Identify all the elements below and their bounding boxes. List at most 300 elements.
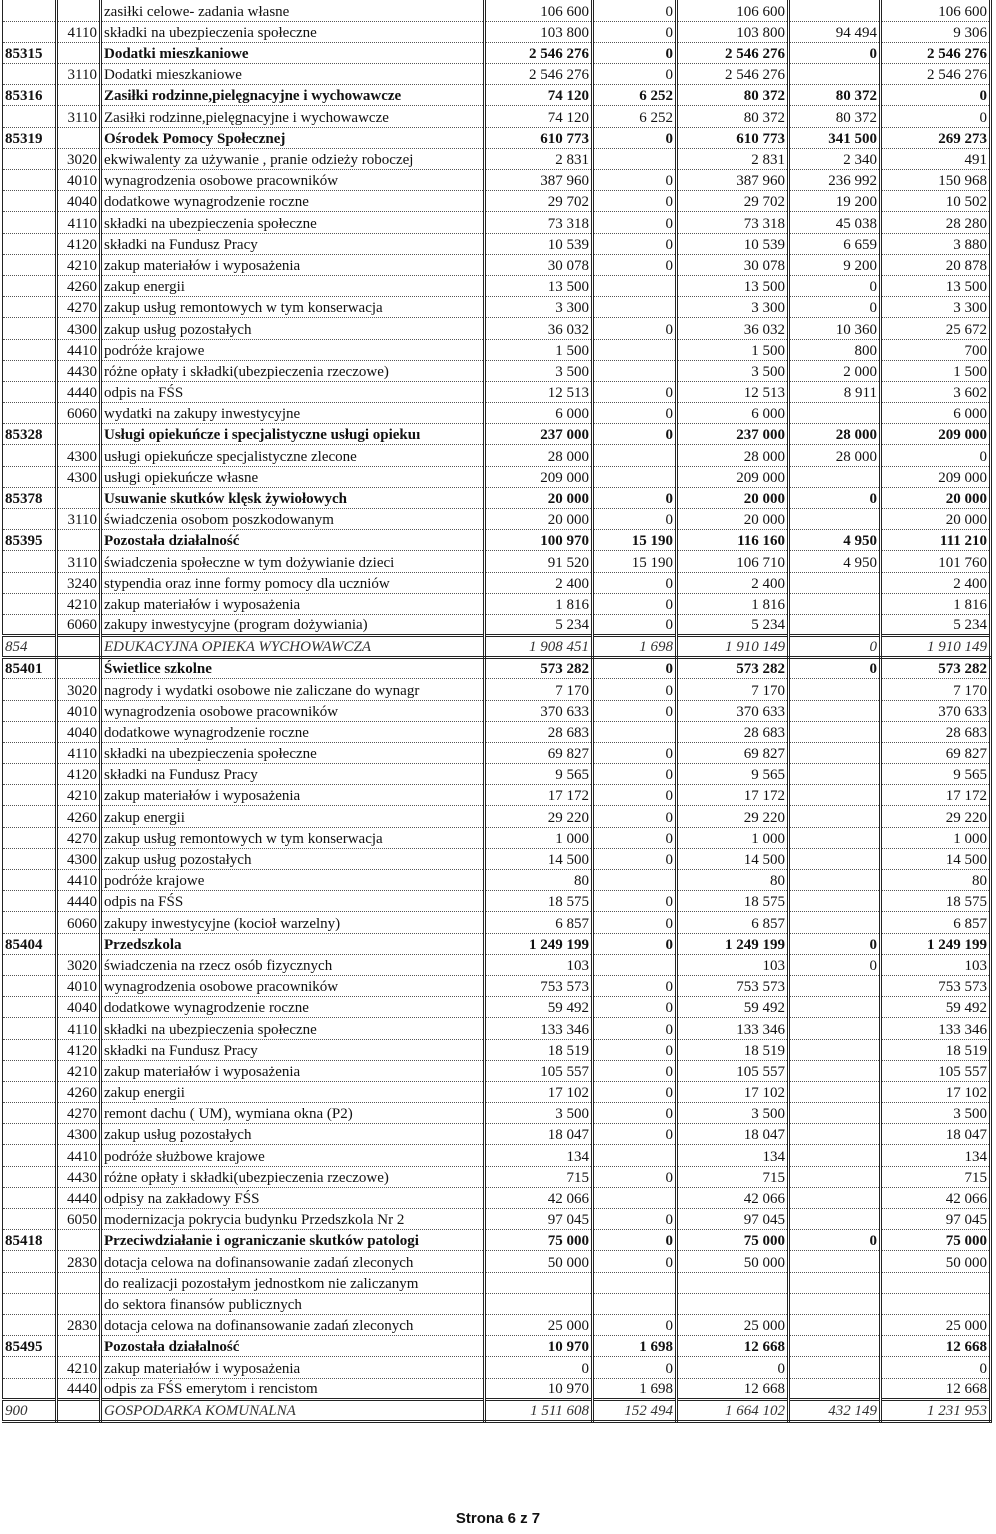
section-code-cell [3, 1103, 57, 1124]
after-change-value-cell: 69 827 [677, 742, 789, 763]
plan-value-cell: 59 492 [485, 997, 593, 1018]
item-name-cell: Pozostała działalność [101, 530, 485, 551]
remaining-value-cell: 12 668 [881, 1336, 991, 1357]
remaining-value-cell: 0 [881, 1357, 991, 1378]
item-name-cell: składki na ubezpieczenia społeczne [101, 742, 485, 763]
paragraph-code-cell: 6050 [57, 1209, 101, 1230]
plan-value-cell: 2 831 [485, 148, 593, 169]
change-value-cell: 0 [593, 21, 677, 42]
table-row [3, 572, 991, 593]
section-code-cell [3, 1145, 57, 1166]
section-code-cell [3, 1251, 57, 1272]
of-which-value-cell: 0 [789, 636, 881, 658]
item-name-cell: ekwiwalenty za używanie , pranie odzieży roboczej [101, 148, 485, 169]
paragraph-code-cell [57, 1293, 101, 1314]
section-code-cell [3, 1272, 57, 1293]
section-code-cell [3, 1039, 57, 1060]
after-change-value-cell: 30 078 [677, 254, 789, 275]
plan-value-cell: 20 000 [485, 487, 593, 508]
after-change-value-cell: 10 539 [677, 233, 789, 254]
paragraph-code-cell: 4110 [57, 742, 101, 763]
remaining-value-cell: 80 [881, 870, 991, 891]
after-change-value-cell: 103 800 [677, 21, 789, 42]
of-which-value-cell [789, 466, 881, 487]
plan-value-cell: 2 400 [485, 572, 593, 593]
section-code-cell [3, 954, 57, 975]
table-row [3, 1293, 991, 1314]
section-code-cell [3, 827, 57, 848]
of-which-value-cell: 2 000 [789, 360, 881, 381]
remaining-value-cell: 106 600 [881, 0, 991, 21]
item-name-cell: świadczenia społeczne w tym dożywianie dzieci [101, 551, 485, 572]
remaining-value-cell: 2 546 276 [881, 42, 991, 63]
paragraph-code-cell: 4210 [57, 1060, 101, 1081]
table-row [3, 0, 991, 21]
table-row [3, 445, 991, 466]
after-change-value-cell: 29 702 [677, 191, 789, 212]
of-which-value-cell [789, 403, 881, 424]
item-name-cell: wynagrodzenia osobowe pracowników [101, 170, 485, 191]
item-name-cell: EDUKACYJNA OPIEKA WYCHOWAWCZA [101, 636, 485, 658]
plan-value-cell: 1 511 608 [485, 1399, 593, 1421]
remaining-value-cell: 20 878 [881, 254, 991, 275]
change-value-cell: 0 [593, 1018, 677, 1039]
section-code-cell [3, 1209, 57, 1230]
item-name-cell: odpis za FŚS emerytom i rencistom [101, 1378, 485, 1399]
after-change-value-cell: 105 557 [677, 1060, 789, 1081]
paragraph-code-cell: 4430 [57, 1166, 101, 1187]
paragraph-code-cell: 2830 [57, 1314, 101, 1335]
of-which-value-cell: 0 [789, 275, 881, 296]
paragraph-code-cell [57, 0, 101, 21]
table-row [3, 1039, 991, 1060]
of-which-value-cell: 2 340 [789, 148, 881, 169]
after-change-value-cell: 73 318 [677, 212, 789, 233]
change-value-cell: 1 698 [593, 1378, 677, 1399]
item-name-cell: do sektora finansów publicznych [101, 1293, 485, 1314]
change-value-cell: 1 698 [593, 1336, 677, 1357]
item-name-cell: różne opłaty i składki(ubezpieczenia rzeczowe) [101, 360, 485, 381]
section-code-cell [3, 1357, 57, 1378]
section-code-cell [3, 1187, 57, 1208]
table-row [3, 1187, 991, 1208]
paragraph-code-cell: 6060 [57, 614, 101, 635]
of-which-value-cell [789, 1145, 881, 1166]
of-which-value-cell [789, 1039, 881, 1060]
change-value-cell: 0 [593, 997, 677, 1018]
item-name-cell: usługi opiekuńcze własne [101, 466, 485, 487]
plan-value-cell: 74 120 [485, 85, 593, 106]
item-name-cell: składki na ubezpieczenia społeczne [101, 1018, 485, 1039]
table-row [3, 1103, 991, 1124]
change-value-cell: 0 [593, 254, 677, 275]
remaining-value-cell: 134 [881, 1145, 991, 1166]
table-row [3, 233, 991, 254]
remaining-value-cell [881, 1272, 991, 1293]
paragraph-code-cell: 4210 [57, 1357, 101, 1378]
of-which-value-cell: 341 500 [789, 127, 881, 148]
plan-value-cell: 6 000 [485, 403, 593, 424]
after-change-value-cell: 3 500 [677, 360, 789, 381]
section-code-cell: 85315 [3, 42, 57, 63]
plan-value-cell: 69 827 [485, 742, 593, 763]
of-which-value-cell [789, 700, 881, 721]
table-row [3, 721, 991, 742]
section-code-cell: 85495 [3, 1336, 57, 1357]
remaining-value-cell: 1 231 953 [881, 1399, 991, 1421]
plan-value-cell: 20 000 [485, 509, 593, 530]
page-number: Strona 6 z 7 [455, 1510, 541, 1527]
remaining-value-cell: 7 170 [881, 679, 991, 700]
change-value-cell: 0 [593, 1039, 677, 1060]
of-which-value-cell [789, 1209, 881, 1230]
after-change-value-cell: 387 960 [677, 170, 789, 191]
item-name-cell: dotacja celowa na dofinansowanie zadań zleconych [101, 1251, 485, 1272]
remaining-value-cell: 18 047 [881, 1124, 991, 1145]
remaining-value-cell: 25 000 [881, 1314, 991, 1335]
after-change-value-cell: 3 300 [677, 297, 789, 318]
of-which-value-cell [789, 1272, 881, 1293]
of-which-value-cell [789, 975, 881, 996]
remaining-value-cell: 12 668 [881, 1378, 991, 1399]
of-which-value-cell [789, 614, 881, 635]
change-value-cell [593, 297, 677, 318]
department-row [3, 1399, 991, 1421]
remaining-value-cell: 103 [881, 954, 991, 975]
after-change-value-cell: 715 [677, 1166, 789, 1187]
of-which-value-cell [789, 1060, 881, 1081]
after-change-value-cell: 20 000 [677, 487, 789, 508]
item-name-cell: zakupy inwestycyjne (program dożywiania) [101, 614, 485, 635]
table-row [3, 551, 991, 572]
section-code-cell [3, 614, 57, 635]
change-value-cell: 0 [593, 318, 677, 339]
section-code-cell [3, 297, 57, 318]
paragraph-code-cell: 4440 [57, 381, 101, 402]
plan-value-cell: 42 066 [485, 1187, 593, 1208]
of-which-value-cell [789, 997, 881, 1018]
change-value-cell: 0 [593, 933, 677, 954]
paragraph-code-cell: 4010 [57, 170, 101, 191]
paragraph-code-cell: 4410 [57, 1145, 101, 1166]
remaining-value-cell: 1 816 [881, 593, 991, 614]
remaining-value-cell: 14 500 [881, 848, 991, 869]
section-code-cell [3, 1314, 57, 1335]
of-which-value-cell [789, 806, 881, 827]
chapter-row [3, 933, 991, 954]
plan-value-cell: 6 857 [485, 912, 593, 933]
table-row [3, 170, 991, 191]
chapter-row [3, 530, 991, 551]
change-value-cell: 0 [593, 1124, 677, 1145]
of-which-value-cell [789, 593, 881, 614]
change-value-cell: 0 [593, 848, 677, 869]
table-row [3, 1145, 991, 1166]
after-change-value-cell: 50 000 [677, 1251, 789, 1272]
after-change-value-cell [677, 1272, 789, 1293]
change-value-cell: 152 494 [593, 1399, 677, 1421]
remaining-value-cell: 0 [881, 85, 991, 106]
item-name-cell: odpis na FŚS [101, 891, 485, 912]
item-name-cell: zakup energii [101, 1081, 485, 1102]
table-row [3, 318, 991, 339]
remaining-value-cell: 209 000 [881, 466, 991, 487]
item-name-cell: zakup usług remontowych w tym konserwacja [101, 827, 485, 848]
table-row [3, 1251, 991, 1272]
after-change-value-cell: 75 000 [677, 1230, 789, 1251]
plan-value-cell: 133 346 [485, 1018, 593, 1039]
paragraph-code-cell: 4120 [57, 233, 101, 254]
paragraph-code-cell: 4040 [57, 997, 101, 1018]
item-name-cell: zakup usług pozostałych [101, 1124, 485, 1145]
paragraph-code-cell: 4040 [57, 721, 101, 742]
item-name-cell: zakup materiałów i wyposażenia [101, 785, 485, 806]
of-which-value-cell [789, 721, 881, 742]
paragraph-code-cell: 6060 [57, 403, 101, 424]
remaining-value-cell: 0 [881, 445, 991, 466]
section-code-cell [3, 785, 57, 806]
remaining-value-cell: 491 [881, 148, 991, 169]
of-which-value-cell [789, 891, 881, 912]
item-name-cell: zakup usług pozostałych [101, 848, 485, 869]
section-code-cell [3, 509, 57, 530]
paragraph-code-cell: 4210 [57, 785, 101, 806]
table-row [3, 466, 991, 487]
plan-value-cell: 50 000 [485, 1251, 593, 1272]
remaining-value-cell: 3 300 [881, 297, 991, 318]
chapter-row [3, 85, 991, 106]
after-change-value-cell: 1 910 149 [677, 636, 789, 658]
section-code-cell [3, 339, 57, 360]
paragraph-code-cell: 4110 [57, 212, 101, 233]
table-row [3, 21, 991, 42]
after-change-value-cell: 17 102 [677, 1081, 789, 1102]
change-value-cell: 0 [593, 424, 677, 445]
remaining-value-cell: 753 573 [881, 975, 991, 996]
change-value-cell [593, 721, 677, 742]
remaining-value-cell: 28 280 [881, 212, 991, 233]
after-change-value-cell: 28 000 [677, 445, 789, 466]
change-value-cell [593, 870, 677, 891]
of-which-value-cell [789, 1378, 881, 1399]
paragraph-code-cell: 3020 [57, 954, 101, 975]
remaining-value-cell: 6 857 [881, 912, 991, 933]
plan-value-cell: 18 047 [485, 1124, 593, 1145]
item-name-cell: Usługi opiekuńcze i specjalistyczne usługi opiekuı [101, 424, 485, 445]
after-change-value-cell: 80 372 [677, 85, 789, 106]
paragraph-code-cell [57, 424, 101, 445]
table-row [3, 870, 991, 891]
change-value-cell: 0 [593, 170, 677, 191]
plan-value-cell: 9 565 [485, 764, 593, 785]
plan-value-cell: 106 600 [485, 0, 593, 21]
section-code-cell [3, 233, 57, 254]
section-code-cell: 85319 [3, 127, 57, 148]
section-code-cell [3, 912, 57, 933]
paragraph-code-cell: 4010 [57, 700, 101, 721]
paragraph-code-cell: 4010 [57, 975, 101, 996]
item-name-cell: świadczenia osobom poszkodowanym [101, 509, 485, 530]
of-which-value-cell: 0 [789, 42, 881, 63]
after-change-value-cell: 2 831 [677, 148, 789, 169]
after-change-value-cell: 42 066 [677, 1187, 789, 1208]
after-change-value-cell: 80 [677, 870, 789, 891]
paragraph-code-cell: 4260 [57, 1081, 101, 1102]
paragraph-code-cell: 4410 [57, 339, 101, 360]
remaining-value-cell: 28 683 [881, 721, 991, 742]
after-change-value-cell: 20 000 [677, 509, 789, 530]
chapter-row [3, 1336, 991, 1357]
section-code-cell [3, 318, 57, 339]
table-row [3, 679, 991, 700]
section-code-cell: 900 [3, 1399, 57, 1421]
paragraph-code-cell: 3110 [57, 106, 101, 127]
plan-value-cell: 18 519 [485, 1039, 593, 1060]
section-code-cell [3, 870, 57, 891]
item-name-cell: Świetlice szkolne [101, 658, 485, 679]
of-which-value-cell: 9 200 [789, 254, 881, 275]
after-change-value-cell: 12 668 [677, 1336, 789, 1357]
item-name-cell: zasiłki celowe- zadania własne [101, 0, 485, 21]
table-row [3, 297, 991, 318]
paragraph-code-cell [57, 42, 101, 63]
after-change-value-cell: 2 546 276 [677, 64, 789, 85]
of-which-value-cell: 28 000 [789, 445, 881, 466]
section-code-cell [3, 848, 57, 869]
paragraph-code-cell: 3020 [57, 148, 101, 169]
paragraph-code-cell: 4270 [57, 827, 101, 848]
of-which-value-cell [789, 572, 881, 593]
change-value-cell: 0 [593, 487, 677, 508]
change-value-cell: 0 [593, 1081, 677, 1102]
remaining-value-cell: 18 575 [881, 891, 991, 912]
item-name-cell: podróże służbowe krajowe [101, 1145, 485, 1166]
of-which-value-cell: 800 [789, 339, 881, 360]
paragraph-code-cell: 4300 [57, 318, 101, 339]
after-change-value-cell: 17 172 [677, 785, 789, 806]
paragraph-code-cell [57, 658, 101, 679]
remaining-value-cell: 97 045 [881, 1209, 991, 1230]
after-change-value-cell: 753 573 [677, 975, 789, 996]
section-code-cell [3, 679, 57, 700]
after-change-value-cell: 573 282 [677, 658, 789, 679]
item-name-cell: wynagrodzenia osobowe pracowników [101, 700, 485, 721]
remaining-value-cell: 105 557 [881, 1060, 991, 1081]
paragraph-code-cell: 4300 [57, 466, 101, 487]
item-name-cell: dodatkowe wynagrodzenie roczne [101, 721, 485, 742]
change-value-cell [593, 339, 677, 360]
after-change-value-cell: 134 [677, 1145, 789, 1166]
remaining-value-cell: 3 500 [881, 1103, 991, 1124]
of-which-value-cell [789, 1124, 881, 1145]
of-which-value-cell: 94 494 [789, 21, 881, 42]
section-code-cell [3, 975, 57, 996]
after-change-value-cell: 1 000 [677, 827, 789, 848]
item-name-cell: remont dachu ( UM), wymiana okna (P2) [101, 1103, 485, 1124]
section-code-cell: 85418 [3, 1230, 57, 1251]
change-value-cell: 0 [593, 1209, 677, 1230]
section-code-cell [3, 1378, 57, 1399]
change-value-cell [593, 360, 677, 381]
plan-value-cell: 29 220 [485, 806, 593, 827]
section-code-cell: 85401 [3, 658, 57, 679]
section-code-cell [3, 1166, 57, 1187]
remaining-value-cell: 5 234 [881, 614, 991, 635]
item-name-cell: usługi opiekuńcze specjalistyczne zlecone [101, 445, 485, 466]
of-which-value-cell [789, 1293, 881, 1314]
section-code-cell [3, 360, 57, 381]
table-row [3, 191, 991, 212]
plan-value-cell: 73 318 [485, 212, 593, 233]
paragraph-code-cell: 4110 [57, 1018, 101, 1039]
plan-value-cell: 29 702 [485, 191, 593, 212]
change-value-cell: 0 [593, 381, 677, 402]
change-value-cell: 0 [593, 742, 677, 763]
paragraph-code-cell: 3110 [57, 509, 101, 530]
section-code-cell [3, 1060, 57, 1081]
plan-value-cell [485, 1272, 593, 1293]
table-row [3, 1166, 991, 1187]
of-which-value-cell [789, 1251, 881, 1272]
of-which-value-cell [789, 1081, 881, 1102]
table-row [3, 912, 991, 933]
item-name-cell: stypendia oraz inne formy pomocy dla uczniów [101, 572, 485, 593]
change-value-cell: 0 [593, 127, 677, 148]
section-code-cell [3, 742, 57, 763]
after-change-value-cell: 610 773 [677, 127, 789, 148]
of-which-value-cell: 19 200 [789, 191, 881, 212]
chapter-row [3, 1230, 991, 1251]
section-code-cell [3, 148, 57, 169]
plan-value-cell: 80 [485, 870, 593, 891]
after-change-value-cell: 1 816 [677, 593, 789, 614]
of-which-value-cell [789, 912, 881, 933]
after-change-value-cell: 13 500 [677, 275, 789, 296]
section-code-cell [3, 593, 57, 614]
plan-value-cell: 1 816 [485, 593, 593, 614]
change-value-cell: 1 698 [593, 636, 677, 658]
change-value-cell: 0 [593, 700, 677, 721]
change-value-cell [593, 1187, 677, 1208]
change-value-cell: 0 [593, 679, 677, 700]
item-name-cell: wynagrodzenia osobowe pracowników [101, 975, 485, 996]
of-which-value-cell [789, 1166, 881, 1187]
remaining-value-cell: 9 306 [881, 21, 991, 42]
remaining-value-cell: 1 500 [881, 360, 991, 381]
item-name-cell: Usuwanie skutków klęsk żywiołowych [101, 487, 485, 508]
of-which-value-cell: 80 372 [789, 85, 881, 106]
change-value-cell [593, 1145, 677, 1166]
plan-value-cell: 103 800 [485, 21, 593, 42]
table-row [3, 997, 991, 1018]
plan-value-cell: 3 500 [485, 1103, 593, 1124]
change-value-cell: 0 [593, 658, 677, 679]
remaining-value-cell: 50 000 [881, 1251, 991, 1272]
of-which-value-cell: 0 [789, 297, 881, 318]
change-value-cell: 0 [593, 891, 677, 912]
remaining-value-cell: 573 282 [881, 658, 991, 679]
change-value-cell: 0 [593, 233, 677, 254]
plan-value-cell: 2 546 276 [485, 42, 593, 63]
change-value-cell [593, 445, 677, 466]
plan-value-cell: 10 970 [485, 1336, 593, 1357]
section-code-cell: 85328 [3, 424, 57, 445]
item-name-cell: Przeciwdziałanie i ograniczanie skutków patologi [101, 1230, 485, 1251]
change-value-cell [593, 1293, 677, 1314]
table-row [3, 891, 991, 912]
item-name-cell: zakup usług pozostałych [101, 318, 485, 339]
after-change-value-cell: 209 000 [677, 466, 789, 487]
